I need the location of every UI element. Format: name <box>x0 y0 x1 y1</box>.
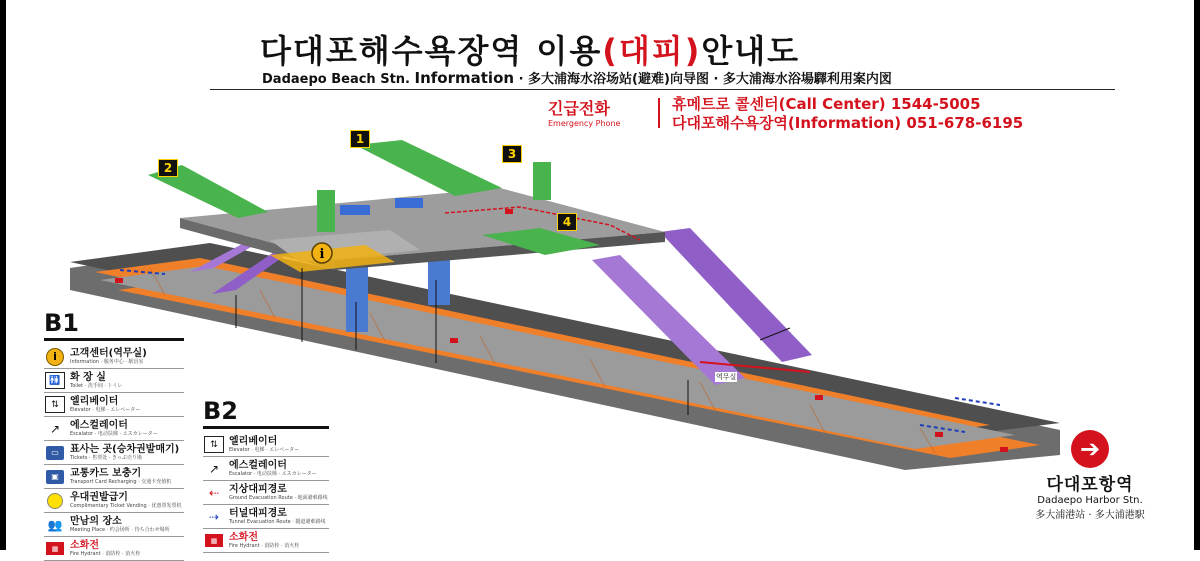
exit-4-number: 4 <box>562 215 572 229</box>
legend-label: 표사는 곳(승차권발매기) <box>70 444 180 455</box>
legend-label: 지상대피경로 <box>229 484 287 495</box>
ticket-gates-1 <box>340 205 370 215</box>
legend-item <box>203 457 329 481</box>
emergency-label-en: Emergency Phone <box>548 119 621 128</box>
exit-1-stairs <box>355 140 502 196</box>
card-icon: ▣ <box>46 470 64 484</box>
legend-sublabel: Ground Evacuation Route · 地面避难路线 <box>229 495 328 501</box>
elevator-icon: ⇅ <box>45 396 65 413</box>
exit-2-number: 2 <box>163 161 173 175</box>
legend-b1 <box>44 310 184 561</box>
legend-item <box>44 513 184 537</box>
legend-item <box>203 505 329 529</box>
title-main: 다대포해수욕장역 이용 <box>260 32 603 70</box>
escalator-icon: ↗ <box>49 421 61 436</box>
harbor-name-en: Dadaepo Harbor Stn. <box>1037 495 1143 506</box>
legend-item <box>203 481 329 505</box>
next-station-harbor <box>1020 430 1160 521</box>
legend-sublabel: Fire Hydrant · 消防栓 · 消火栓 <box>70 551 141 557</box>
tunnel-route-icon: ⇢ <box>208 509 220 524</box>
subtitle-chinese-japanese: · 多大浦海水浴场站(避难)向导图 · 多大浦海水浴場驛利用案内図 <box>518 72 892 87</box>
elevator-icon: ⇅ <box>204 436 224 453</box>
legend-b2 <box>203 398 329 553</box>
legend-label: 에스컬레이터 <box>70 420 128 431</box>
legend-item <box>44 465 184 489</box>
station-info-number: 다대포해수욕장역(Information) 051-678-6195 <box>672 114 1024 132</box>
legend-sublabel: Tickets · 售票处 · きっぷ売り場 <box>70 455 142 461</box>
toilet-icon: 🚻 <box>45 372 65 389</box>
legend-item <box>203 529 329 553</box>
arrow-right-icon <box>1071 430 1109 468</box>
legend-item <box>203 433 329 457</box>
harbor-name-cn: 多大浦港站 · 多大浦港駅 <box>1035 510 1145 521</box>
title-evacuation: 대피 <box>618 32 685 70</box>
legend-sublabel: Transport Card Recharging · 交通卡充值机 <box>70 479 172 485</box>
legend-item <box>44 369 184 393</box>
ticket-gates-2 <box>395 198 423 208</box>
escalator-icon: ↗ <box>208 461 220 476</box>
legend-label: 소화전 <box>229 532 258 543</box>
legend-b2-rule <box>203 426 329 429</box>
fire-icon: ▦ <box>205 534 223 547</box>
legend-label: 소화전 <box>70 540 99 551</box>
exit-1-number: 1 <box>355 132 365 146</box>
legend-b1-rule <box>44 338 184 341</box>
ticket-icon: ▭ <box>46 446 64 460</box>
legend-item <box>44 345 184 369</box>
arrow-glyph: ➔ <box>1079 435 1101 463</box>
subtitle-information: Information <box>414 69 515 87</box>
elevator-shaft-exit3 <box>533 162 551 200</box>
title-guide: 안내도 <box>701 32 801 70</box>
legend-label: 만남의 장소 <box>70 516 122 527</box>
legend-sublabel: Complimentary Ticket Vending · 优惠票发票机 <box>70 503 182 509</box>
legend-sublabel: Meeting Place · 约会场所 · 待ち合わせ場所 <box>70 527 170 533</box>
title-paren-open: ( <box>602 32 619 70</box>
legend-item <box>44 417 184 441</box>
legend-sublabel: Escalator · 电动扶梯 · エスカレーター <box>229 471 317 477</box>
subtitle-english: Dadaepo Beach Stn. <box>262 72 410 87</box>
legend-item <box>44 441 184 465</box>
evacuation-route-icon: ⇠ <box>208 485 220 500</box>
legend-sublabel: Elevator · 电梯 · エレベーター <box>229 447 300 453</box>
legend-label: 엘리베이터 <box>70 396 119 407</box>
exit-4-badge <box>557 213 577 231</box>
exit-3-number: 3 <box>507 147 517 161</box>
title-paren-close: ) <box>684 32 702 70</box>
station-office-text: 역무실 <box>716 373 737 381</box>
legend-b1-title: B1 <box>44 309 79 337</box>
exit-2-badge <box>158 159 178 177</box>
legend-item <box>44 393 184 417</box>
emergency-label-ko: 긴급전화 <box>548 99 610 118</box>
legend-sublabel: Tunnel Evacuation Route · 隧道避难路线 <box>229 519 326 525</box>
meeting-icon: 👥 <box>47 517 63 532</box>
legend-label: 우대권발급기 <box>70 492 128 503</box>
info-icon: i <box>46 348 64 366</box>
legend-label: 엘리베이터 <box>229 436 278 447</box>
legend-sublabel: Elevator · 电梯 · エレベーター <box>70 407 141 413</box>
exit-1-badge <box>350 130 370 148</box>
legend-item <box>44 537 184 561</box>
legend-label: 에스컬레이터 <box>229 460 287 471</box>
map-station-office-label <box>715 372 737 382</box>
elevator-shaft-west <box>317 190 335 232</box>
legend-b2-title: B2 <box>203 397 238 425</box>
call-center-number: 휴메트로 콜센터(Call Center) 1544-5005 <box>672 95 981 113</box>
exit-3-badge <box>502 145 522 163</box>
harbor-name-ko: 다대포항역 <box>1046 475 1134 495</box>
pillar-1 <box>346 260 368 332</box>
legend-sublabel: Fire Hydrant · 消防栓 · 消火栓 <box>229 543 300 549</box>
pillar-2 <box>428 255 450 305</box>
legend-label: 터널대피경로 <box>229 508 287 519</box>
coin-icon <box>47 493 63 509</box>
svg-text:i: i <box>319 247 325 262</box>
legend-sublabel: Information · 服务中心 · 駅員室 <box>70 359 144 365</box>
legend-label: 고객센터(역무실) <box>70 348 147 359</box>
fire-icon: ▦ <box>46 542 64 555</box>
legend-sublabel: Escalator · 电动扶梯 · エスカレーター <box>70 431 158 437</box>
legend-item <box>44 489 184 513</box>
legend-label: 교통카드 보충기 <box>70 468 142 479</box>
legend-label: 화 장 실 <box>70 372 106 383</box>
legend-sublabel: Toilet · 洗手间 · トイレ <box>70 383 123 389</box>
